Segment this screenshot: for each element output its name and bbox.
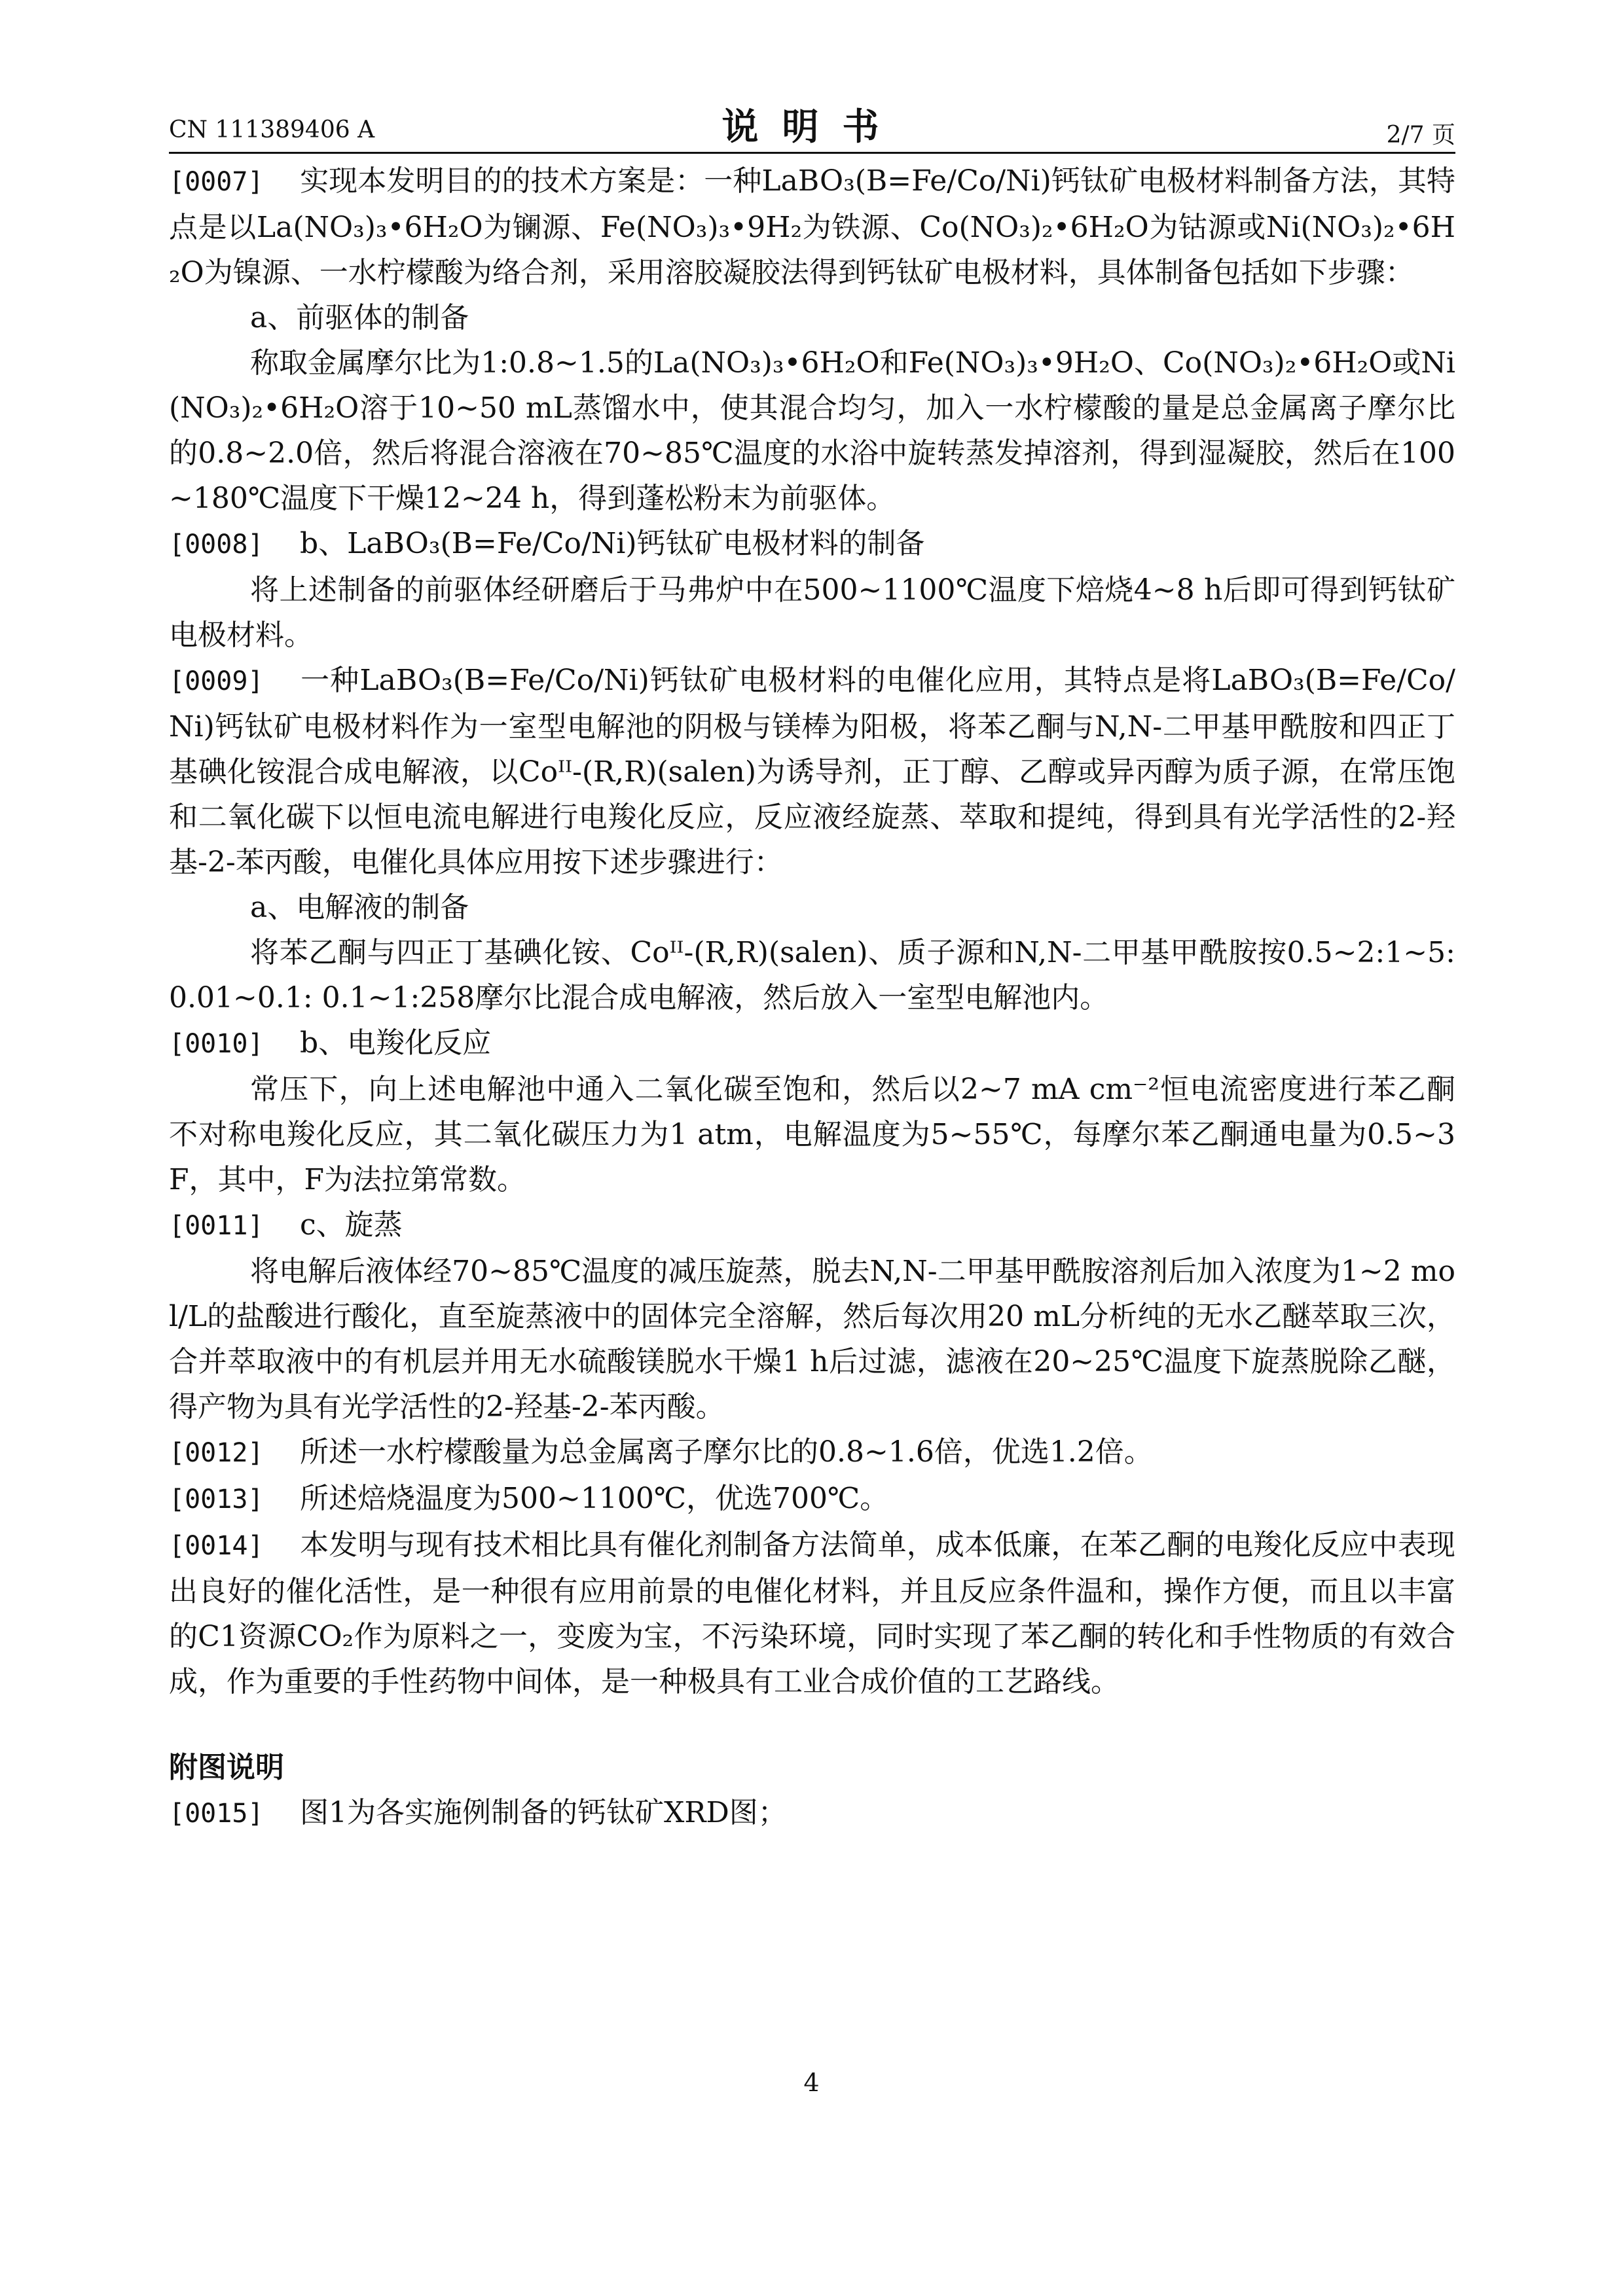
paragraph-tag: [0010]: [169, 1029, 264, 1059]
page-indicator: 2/7 页: [1386, 122, 1455, 149]
paragraph-0010: [169, 1020, 1455, 1067]
patent-number: CN 111389406 A: [169, 117, 375, 143]
paragraph-text: 实现本发明目的的技术方案是：一种LaBO₃(B=Fe/Co/Ni)钙钛矿电极材料制备方法，其特点是以La(NO₃)₃•6H₂O为镧源、Fe(NO₃)₃•9H₂为铁源、Co(NO₃)₂•6H₂O为钴源或Ni(NO₃)₂•6H₂O为镍源、一水柠檬酸为络合剂，采用溶胶凝胶法得到钙钛矿电极材料，具体制备包括如下步骤：: [169, 164, 1455, 289]
paragraph-text: 所述焙烧温度为500~1100℃，优选700℃。: [300, 1482, 889, 1515]
paragraph-tag: [0012]: [169, 1438, 264, 1468]
paragraph-text: b、LaBO₃(B=Fe/Co/Ni)钙钛矿电极材料的制备: [300, 527, 925, 560]
paragraph-tag: [0011]: [169, 1211, 264, 1241]
paragraph-text: 常压下，向上述电解池中通入二氧化碳至饱和，然后以2~7 mA cm⁻²恒电流密度进行苯乙酮不对称电羧化反应，其二氧化碳压力为1 atm，电解温度为5~55℃，每摩尔苯乙酮通电量为0.5~3 F，其中，F为法拉第常数。: [169, 1073, 1455, 1196]
paragraph-0008: [169, 521, 1455, 567]
paragraph-tag: [0007]: [169, 167, 264, 197]
paragraph-0007: [169, 158, 1455, 295]
paragraph-text: 所述一水柠檬酸量为总金属离子摩尔比的0.8~1.6倍，优选1.2倍。: [300, 1435, 1153, 1469]
document-body: [169, 158, 1455, 1837]
paragraph-text: 图1为各实施例制备的钙钛矿XRD图；: [300, 1796, 787, 1829]
paragraph-text: 将苯乙酮与四正丁基碘化铵、Coᴵᴵ-(R,R)(salen)、质子源和N,N-二甲基甲酰胺按0.5~2:1~5:0.01~0.1: 0.1~1:258摩尔比混合成电解液，然后放入一室型电解池内。: [169, 936, 1455, 1014]
paragraph-0015: [169, 1790, 1455, 1837]
paragraph-tag: [0015]: [169, 1799, 264, 1829]
paragraph-0011: [169, 1202, 1455, 1249]
section-title: 附图说明: [169, 1751, 284, 1784]
paragraph-text: 本发明与现有技术相比具有催化剂制备方法简单，成本低廉，在苯乙酮的电羧化反应中表现出良好的催化活性，是一种很有应用前景的电催化材料，并且反应条件温和，操作方便，而且以丰富的C1资源CO₂作为原料之一，变废为宝，不污染环境，同时实现了苯乙酮的转化和手性物质的有效合成，作为重要的手性药物中间体，是一种极具有工业合成价值的工艺路线。: [169, 1528, 1455, 1698]
page-header: [169, 98, 1455, 151]
paragraph-0014: [169, 1522, 1455, 1704]
paragraph-tag: [0013]: [169, 1484, 264, 1515]
document-title: 说明书: [721, 106, 903, 149]
paragraph-tag: [0014]: [169, 1531, 264, 1561]
paragraph-0009: [169, 658, 1455, 885]
step-heading: a、电解液的制备: [250, 891, 469, 924]
paragraph-text: 将上述制备的前驱体经研磨后于马弗炉中在500~1100℃温度下焙烧4~8 h后即可得到钙钛矿电极材料。: [169, 573, 1455, 652]
paragraph-tag: [0008]: [169, 529, 264, 560]
paragraph-text: 称取金属摩尔比为1:0.8~1.5的La(NO₃)₃•6H₂O和Fe(NO₃)₃•9H₂O、Co(NO₃)₂•6H₂O或Ni(NO₃)₂•6H₂O溶于10~50 mL蒸馏水中，使其混合均匀，加入一水柠檬酸的量是总金属离子摩尔比的0.8~2.0倍，然后将混合溶液在70~85℃温度的水浴中旋转蒸发掉溶剂，得到湿凝胶，然后在100~180℃温度下干燥12~24 h，得到蓬松粉末为前驱体。: [169, 346, 1455, 515]
step-heading: a、前驱体的制备: [250, 301, 469, 334]
paragraph-0012: [169, 1429, 1455, 1476]
paragraph-text: b、电羧化反应: [300, 1026, 492, 1060]
paragraph-text: 一种LaBO₃(B=Fe/Co/Ni)钙钛矿电极材料的电催化应用，其特点是将LaBO₃(B=Fe/Co/Ni)钙钛矿电极材料作为一室型电解池的阴极与镁棒为阳极，将苯乙酮与N,N-二甲基甲酰胺和四正丁基碘化铵混合成电解液，以Coᴵᴵ-(R,R)(salen)为诱导剂，正丁醇、乙醇或异丙醇为质子源，在常压饱和二氧化碳下以恒电流电解进行电羧化反应，反应液经旋蒸、萃取和提纯，得到具有光学活性的2-羟基-2-苯丙酸，电催化具体应用按下述步骤进行：: [169, 664, 1455, 879]
header-divider: [169, 152, 1455, 154]
paragraph-tag: [0009]: [169, 666, 264, 696]
paragraph-text: 将电解后液体经70~85℃温度的减压旋蒸，脱去N,N-二甲基甲酰胺溶剂后加入浓度为1~2 mol/L的盐酸进行酸化，直至旋蒸液中的固体完全溶解，然后每次用20 mL分析纯的无水乙醚萃取三次，合并萃取液中的有机层并用无水硫酸镁脱水干燥1 h后过滤，滤液在20~25℃温度下旋蒸脱除乙醚，得产物为具有光学活性的2-羟基-2-苯丙酸。: [169, 1255, 1455, 1424]
page-number: 4: [803, 2068, 820, 2097]
paragraph-0013: [169, 1476, 1455, 1522]
paragraph-text: c、旋蒸: [300, 1208, 403, 1242]
